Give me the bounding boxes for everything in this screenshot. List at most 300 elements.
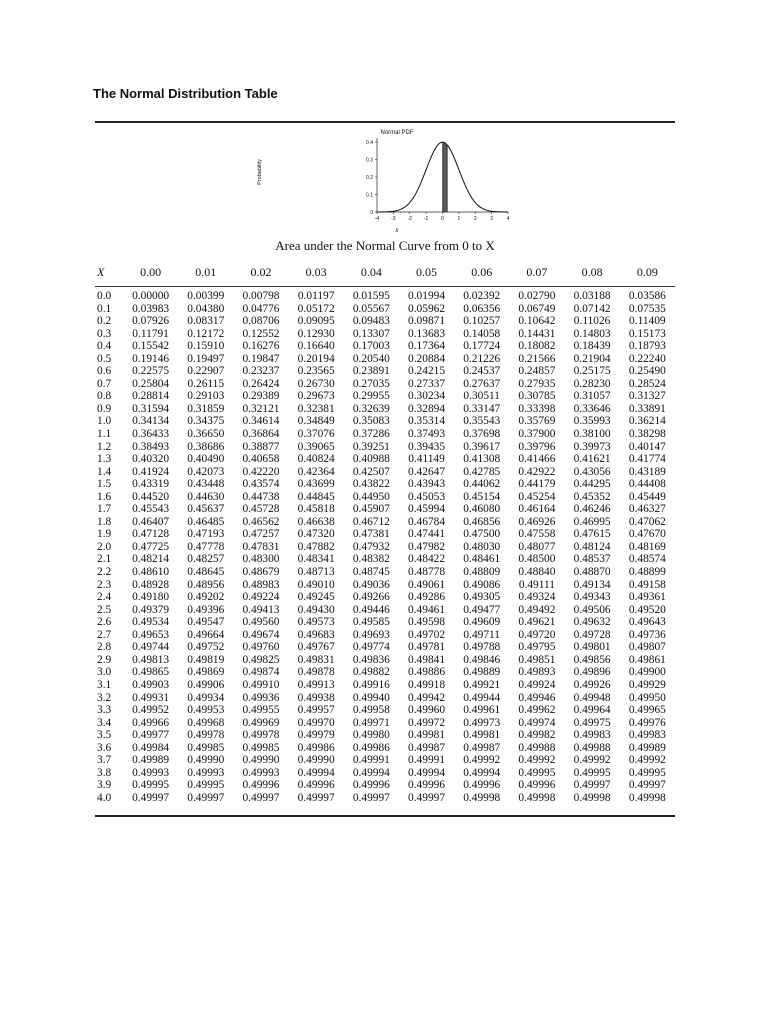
table-cell: 0.41621 [573,453,611,466]
table-cell: 0.23237 [242,365,280,378]
table-cell: 0.03983 [132,302,170,315]
table-cell: 0.15910 [187,340,225,353]
table-row [95,754,675,767]
table-cell: 0.41466 [518,453,556,466]
table-cell: 0.49702 [408,628,446,641]
table-cell: 0.32894 [408,402,446,415]
row-label: 0.4 [97,340,112,353]
table-cell: 0.44738 [242,490,280,503]
table-cell: 0.43319 [132,478,170,491]
table-cell: 0.01994 [408,290,446,302]
table-cell: 0.31594 [132,402,170,415]
row-label: 2.3 [97,578,112,591]
table-cell: 0.45637 [187,503,225,516]
table-cell: 0.48257 [187,553,225,566]
bottom-rule [95,815,675,817]
table-cell: 0.49520 [628,603,666,616]
row-label: 3.4 [97,716,112,729]
table-cell: 0.49874 [242,666,280,679]
table-cell: 0.24857 [518,365,556,378]
table-cell: 0.49781 [408,641,446,654]
table-cell: 0.42647 [408,465,446,478]
table-cell: 0.38686 [187,440,225,453]
row-label: 0.7 [97,377,112,390]
table-cell: 0.49869 [187,666,225,679]
table-cell: 0.31327 [628,390,666,403]
table-row [95,415,675,428]
table-cell: 0.47062 [628,515,666,528]
table-row [95,641,675,654]
table-row [95,779,675,792]
table-cell: 0.49936 [242,691,280,704]
table-cell: 0.37076 [297,428,335,441]
table-cell: 0.20884 [408,352,446,365]
table-cell: 0.22907 [187,365,225,378]
table-cell: 0.49361 [628,591,666,604]
table-row [95,315,675,328]
table-cell: 0.01197 [297,290,335,302]
column-header: 0.07 [526,264,548,279]
table-row [95,729,675,742]
table-cell: 0.43189 [628,465,666,478]
table-cell: 0.49882 [352,666,390,679]
table-row [95,390,675,403]
table-cell: 0.49998 [628,791,666,804]
column-header: 0.08 [581,264,603,279]
row-label: 0.6 [97,365,112,378]
table-cell: 0.49903 [132,678,170,691]
table-cell: 0.14431 [518,327,556,340]
table-cell: 0.47320 [297,528,335,541]
column-header: 0.03 [305,264,327,279]
table-cell: 0.49994 [463,766,501,779]
table-cell: 0.49111 [518,578,555,591]
table-cell: 0.49986 [352,741,390,754]
table-cell: 0.48422 [408,553,446,566]
table-header [95,258,675,286]
row-label: 0.2 [97,315,112,328]
table-cell: 0.25490 [628,365,666,378]
table-cell: 0.48500 [518,553,556,566]
table-cell: 0.49861 [628,653,666,666]
table-cell: 0.46926 [518,515,556,528]
table-cell: 0.16640 [297,340,335,353]
table-row [95,579,675,592]
table-cell: 0.49893 [518,666,556,679]
table-cell: 0.49931 [132,691,170,704]
x-axis-label: x [395,228,399,234]
table-cell: 0.25804 [132,377,170,390]
table-cell: 0.49621 [518,616,556,629]
table-row [95,403,675,416]
row-label: 1.2 [97,440,112,453]
table-row [95,654,675,667]
table-cell: 0.12172 [187,327,225,340]
table-cell: 0.00399 [187,290,225,302]
table-cell: 0.49993 [242,766,280,779]
table-cell: 0.45254 [518,490,556,503]
table-cell: 0.39251 [352,440,390,453]
column-header-x: X [97,264,105,279]
table-row [95,516,675,529]
table-cell: 0.49996 [463,779,501,792]
table-cell: 0.49926 [573,678,611,691]
table-cell: 0.41308 [463,453,501,466]
table-cell: 0.42073 [187,465,225,478]
table-cell: 0.49983 [573,729,611,742]
table-row [95,453,675,466]
row-label: 0.1 [97,302,112,315]
table-cell: 0.46485 [187,515,225,528]
column-header: 0.05 [416,264,438,279]
table-cell: 0.42507 [352,465,390,478]
table-row [95,328,675,341]
table-cell: 0.45352 [573,490,611,503]
table-cell: 0.27637 [463,377,501,390]
table-cell: 0.46562 [242,515,280,528]
table-cell: 0.49996 [408,779,446,792]
table-cell: 0.14803 [573,327,611,340]
table-cell: 0.49986 [297,741,335,754]
shaded-area [443,142,448,212]
table-cell: 0.49938 [297,691,335,704]
table-row [95,604,675,617]
table-cell: 0.49997 [628,779,666,792]
table-cell: 0.42220 [242,465,280,478]
x-tick-label: 1 [457,216,461,222]
row-label: 3.0 [97,666,112,679]
table-cell: 0.49952 [132,704,170,717]
table-cell: 0.49831 [297,653,335,666]
table-cell: 0.49896 [573,666,611,679]
table-cell: 0.49985 [242,741,280,754]
row-label: 1.1 [97,428,112,441]
table-cell: 0.49010 [297,578,335,591]
table-cell: 0.49960 [408,704,446,717]
table-cell: 0.45728 [242,503,280,516]
plot-layer [366,138,510,222]
table-cell: 0.49744 [132,641,170,654]
table-cell: 0.33646 [573,402,611,415]
table-cell: 0.47500 [463,528,501,541]
table-cell: 0.46712 [352,515,390,528]
table-cell: 0.49728 [573,628,611,641]
header-rule [95,286,675,287]
table-cell: 0.02392 [463,290,501,302]
row-label: 1.8 [97,515,112,528]
table-cell: 0.49906 [187,678,225,691]
table-row [95,503,675,516]
table-cell: 0.45449 [628,490,666,503]
table-cell: 0.49994 [297,766,335,779]
row-label: 3.3 [97,704,112,717]
table-cell: 0.18439 [573,340,611,353]
table-cell: 0.17364 [408,340,446,353]
table-cell: 0.49990 [297,754,335,767]
table-cell: 0.49969 [242,716,280,729]
table-cell: 0.42364 [297,465,335,478]
table-cell: 0.46784 [408,515,446,528]
table-cell: 0.49878 [297,666,335,679]
table-cell: 0.49813 [132,653,170,666]
table-cell: 0.49573 [297,616,335,629]
table-cell: 0.32639 [352,402,390,415]
y-tick-label: 0.4 [366,140,373,146]
table-cell: 0.49461 [408,603,446,616]
table-cell: 0.19497 [187,352,225,365]
table-row [95,679,675,692]
table-row [95,553,675,566]
table-cell: 0.41924 [132,465,170,478]
table-cell: 0.49957 [297,704,335,717]
row-label: 3.2 [97,691,112,704]
table-cell: 0.29103 [187,390,225,403]
table-cell: 0.12552 [242,327,280,340]
table-cell: 0.12930 [297,327,335,340]
table-cell: 0.44295 [573,478,611,491]
table-cell: 0.30785 [518,390,556,403]
table-row [95,566,675,579]
table-cell: 0.26424 [242,377,280,390]
table-cell: 0.21566 [518,352,556,365]
table-cell: 0.42922 [518,465,556,478]
table-cell: 0.28814 [132,390,170,403]
table-cell: 0.49632 [573,616,611,629]
row-label: 1.7 [97,503,112,516]
table-cell: 0.49995 [518,766,556,779]
table-cell: 0.47193 [187,528,225,541]
table-cell: 0.49979 [297,729,335,742]
table-cell: 0.30511 [463,390,501,403]
table-cell: 0.32121 [242,402,280,415]
table-cell: 0.45543 [132,503,170,516]
table-cell: 0.49994 [352,766,390,779]
table-cell: 0.49865 [132,666,170,679]
x-tick-label: 0 [441,216,444,222]
table-cell: 0.37900 [518,428,556,441]
table-cell: 0.48899 [628,566,666,579]
table-cell: 0.49988 [518,741,556,754]
table-cell: 0.47441 [408,528,446,541]
table-cell: 0.48713 [297,566,335,579]
row-label: 0.0 [97,290,112,302]
table-cell: 0.49585 [352,616,390,629]
table-cell: 0.11409 [629,315,666,328]
table-cell: 0.49990 [187,754,225,767]
table-cell: 0.44062 [463,478,501,491]
y-axis-label: Probability [257,159,263,185]
table-cell: 0.40320 [132,453,170,466]
table-cell: 0.48983 [242,578,280,591]
table-cell: 0.18793 [628,340,666,353]
table-cell: 0.46856 [463,515,501,528]
row-label: 1.3 [97,453,112,466]
table-cell: 0.22240 [628,352,666,365]
table-cell: 0.06356 [463,302,501,315]
table-cell: 0.25175 [573,365,611,378]
x-tick-label: 3 [490,216,494,222]
table-cell: 0.49609 [463,616,501,629]
row-label: 2.1 [97,553,112,566]
table-cell: 0.47615 [573,528,611,541]
table-cell: 0.49970 [297,716,335,729]
table-cell: 0.27035 [352,377,390,390]
row-label: 1.6 [97,490,112,503]
table-cell: 0.49807 [628,641,666,654]
table-row [95,616,675,629]
table-cell: 0.48537 [573,553,611,566]
table-cell: 0.48928 [132,578,170,591]
table-cell: 0.49560 [242,616,280,629]
table-cell: 0.49997 [132,791,170,804]
table-row [95,365,675,378]
table-cell: 0.46246 [573,503,611,516]
table-cell: 0.49992 [463,754,501,767]
row-label: 3.1 [97,678,112,691]
table-cell: 0.33147 [463,402,501,415]
table-cell: 0.40988 [352,453,390,466]
table-cell: 0.38493 [132,440,170,453]
table-cell: 0.07535 [628,302,666,315]
table-cell: 0.35314 [408,415,446,428]
table-cell: 0.47725 [132,540,170,553]
row-label: 2.4 [97,591,112,604]
table-cell: 0.49965 [628,704,666,717]
table-cell: 0.49966 [132,716,170,729]
table-row [95,742,675,755]
table-cell: 0.36214 [628,415,666,428]
table-cell: 0.26115 [187,377,225,390]
table-cell: 0.11026 [573,315,611,328]
table-cell: 0.46407 [132,515,170,528]
header-row [95,258,675,286]
row-label: 2.9 [97,653,112,666]
table-cell: 0.49856 [573,653,611,666]
table-cell: 0.08317 [187,315,225,328]
table-cell: 0.16276 [242,340,280,353]
table-row [95,528,675,541]
table-cell: 0.46080 [463,503,501,516]
table-cell: 0.49978 [187,729,225,742]
table-cell: 0.49202 [187,591,225,604]
table-cell: 0.35993 [573,415,611,428]
table-cell: 0.49989 [132,754,170,767]
table-cell: 0.04776 [242,302,280,315]
table-cell: 0.24215 [408,365,446,378]
table-cell: 0.49324 [518,591,556,604]
table-cell: 0.49996 [242,779,280,792]
table-cell: 0.49981 [463,729,501,742]
table-cell: 0.49760 [242,641,280,654]
y-tick-label: 0.2 [366,175,373,181]
table-cell: 0.49851 [518,653,556,666]
table-cell: 0.40490 [187,453,225,466]
table-cell: 0.43056 [573,465,611,478]
table-cell: 0.47558 [518,528,556,541]
table-cell: 0.49987 [463,741,501,754]
table-cell: 0.44520 [132,490,170,503]
table-row [95,692,675,705]
table-cell: 0.49964 [573,704,611,717]
table-cell: 0.33398 [518,402,556,415]
table-cell: 0.49506 [573,603,611,616]
table-cell: 0.15542 [132,340,170,353]
table-row [95,340,675,353]
table-cell: 0.48077 [518,540,556,553]
table-cell: 0.49992 [573,754,611,767]
table-cell: 0.49900 [628,666,666,679]
table-cell: 0.44179 [518,478,556,491]
top-rule [95,121,675,123]
table-cell: 0.49997 [297,791,335,804]
table-cell: 0.36650 [187,428,225,441]
table-cell: 0.05567 [352,302,390,315]
table-cell: 0.00000 [132,290,170,302]
table-cell: 0.13683 [408,327,446,340]
table-cell: 0.40658 [242,453,280,466]
table-cell: 0.49446 [352,603,390,616]
table-cell: 0.49693 [352,628,390,641]
table-cell: 0.37493 [408,428,446,441]
table-cell: 0.48382 [352,553,390,566]
table-cell: 0.49942 [408,691,446,704]
table-cell: 0.49998 [518,791,556,804]
x-tick-label: 2 [473,216,477,222]
table-cell: 0.31057 [573,390,611,403]
table-cell: 0.48956 [187,578,225,591]
table-cell: 0.49992 [518,754,556,767]
table-cell: 0.46164 [518,503,556,516]
row-label: 0.8 [97,390,112,403]
table-cell: 0.49997 [242,791,280,804]
table-cell: 0.39796 [518,440,556,453]
table-cell: 0.49547 [187,616,225,629]
table-row [95,666,675,679]
table-cell: 0.49958 [352,704,390,717]
column-header: 0.04 [360,264,382,279]
table-cell: 0.49477 [463,603,501,616]
table-cell: 0.30234 [408,390,446,403]
table-cell: 0.44408 [628,478,666,491]
table-cell: 0.40147 [628,440,666,453]
table-cell: 0.39435 [408,440,446,453]
table-row [95,353,675,366]
table-caption: Area under the Normal Curve from 0 to X [275,238,495,253]
table-cell: 0.48679 [242,566,280,579]
table-cell: 0.38877 [242,440,280,453]
table-cell: 0.49245 [297,591,335,604]
table-cell: 0.49664 [187,628,225,641]
table-cell: 0.35083 [352,415,390,428]
table-cell: 0.49846 [463,653,501,666]
table-cell: 0.49972 [408,716,446,729]
table-cell: 0.47778 [187,540,225,553]
table-body [95,286,675,804]
table-cell: 0.43448 [187,478,225,491]
row-label: 1.0 [97,415,112,428]
table-cell: 0.28524 [628,377,666,390]
table-cell: 0.23891 [352,365,390,378]
table-cell: 0.49683 [297,628,335,641]
table-row [95,541,675,554]
table-cell: 0.49983 [628,729,666,742]
table-cell: 0.49921 [463,678,501,691]
table-cell: 0.19146 [132,352,170,365]
x-tick-label: -3 [391,216,396,222]
table-cell: 0.49134 [573,578,611,591]
table-cell: 0.35543 [463,415,501,428]
table-cell: 0.49953 [187,704,225,717]
